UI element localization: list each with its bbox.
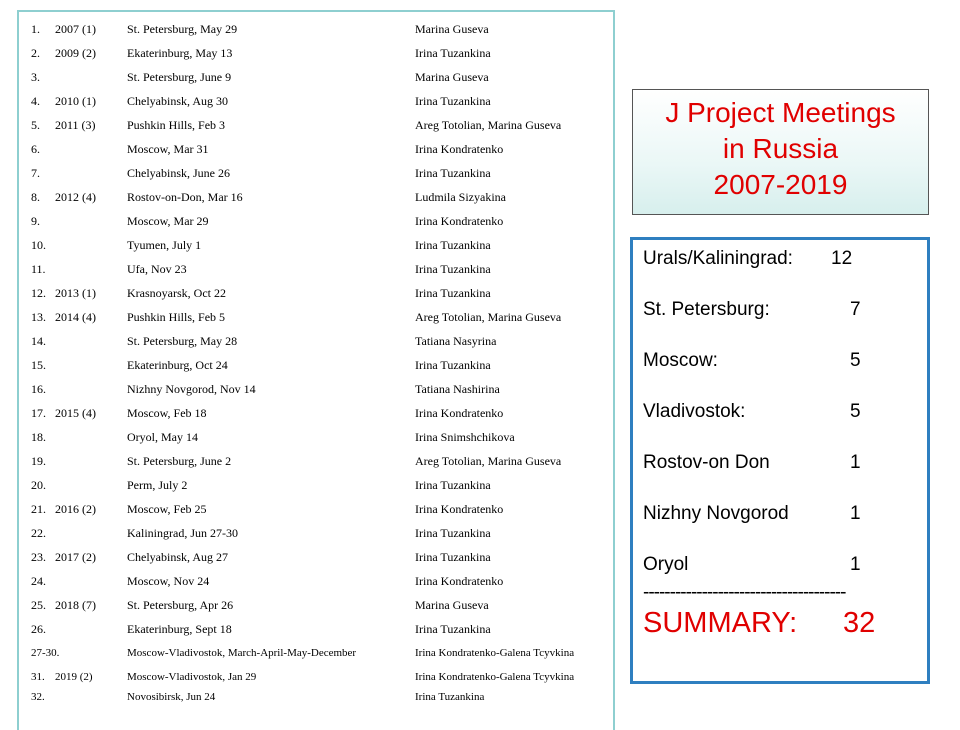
- meeting-row: [19, 65, 613, 89]
- meeting-number: 23.: [31, 550, 46, 564]
- meeting-number: 21.: [31, 502, 46, 516]
- meeting-place: Krasnoyarsk, Oct 22: [127, 286, 226, 300]
- meeting-host: Tatiana Nashirina: [415, 382, 500, 396]
- summary-row-count: 1: [850, 452, 861, 473]
- meeting-host: Irina Kondratenko-Galena Tcyvkina: [415, 647, 575, 659]
- title-line-2: in Russia: [722, 133, 839, 164]
- meeting-place: Moscow, Feb 18: [127, 406, 207, 420]
- meeting-row: [19, 569, 613, 593]
- meeting-number: 6.: [31, 142, 40, 156]
- summary-row: [643, 502, 861, 526]
- meeting-year: 2017 (2): [55, 550, 96, 564]
- meeting-host: Irina Tuzankina: [415, 286, 491, 300]
- meeting-place: Pushkin Hills, Feb 5: [127, 310, 226, 324]
- meeting-number: 13.: [31, 310, 46, 324]
- meeting-number: 31.: [31, 671, 45, 683]
- meeting-host: Ludmila Sizyakina: [415, 190, 506, 204]
- meeting-place: Tyumen, July 1: [127, 238, 202, 252]
- meeting-row: [19, 329, 613, 353]
- meeting-row: [19, 185, 613, 209]
- meeting-row: [19, 497, 613, 521]
- meeting-number: 27-30.: [31, 647, 60, 659]
- summary-row-label: Urals/Kaliningrad:: [643, 248, 793, 269]
- meeting-row: [19, 641, 613, 665]
- meeting-year: 2018 (7): [55, 598, 96, 612]
- meeting-number: 3.: [31, 70, 40, 84]
- meeting-row: [19, 593, 613, 617]
- meeting-row: [19, 377, 613, 401]
- meeting-host: Marina Guseva: [415, 598, 489, 612]
- meeting-place: Ufa, Nov 23: [127, 262, 187, 276]
- meeting-place: Rostov-on-Don, Mar 16: [127, 190, 243, 204]
- meeting-host: Areg Totolian, Marina Guseva: [415, 118, 562, 132]
- meeting-row: [19, 425, 613, 449]
- meeting-host: Irina Tuzankina: [415, 478, 491, 492]
- meeting-number: 11.: [31, 262, 46, 276]
- meeting-place: St. Petersburg, May 28: [127, 334, 238, 348]
- meeting-year: 2012 (4): [55, 190, 96, 204]
- meeting-row: [19, 17, 613, 41]
- meeting-place: Chelyabinsk, June 26: [127, 166, 230, 180]
- meeting-row: [19, 137, 613, 161]
- summary-row-count: 7: [850, 299, 861, 320]
- meeting-place: St. Petersburg, June 9: [127, 70, 232, 84]
- meeting-row: [19, 89, 613, 113]
- meeting-year: 2015 (4): [55, 406, 96, 420]
- meeting-place: Novosibirsk, Jun 24: [127, 691, 216, 703]
- meeting-row: [19, 545, 613, 569]
- summary-row-label: Rostov-on Don: [643, 452, 770, 473]
- summary-total-label: SUMMARY:: [643, 607, 798, 639]
- meeting-host: Marina Guseva: [415, 22, 489, 36]
- summary-total: [643, 605, 876, 641]
- meeting-row: [19, 617, 613, 641]
- meeting-place: Kaliningrad, Jun 27-30: [127, 526, 238, 540]
- meeting-number: 17.: [31, 406, 46, 420]
- meeting-place: Perm, July 2: [127, 478, 188, 492]
- summary-row-count: 1: [850, 503, 861, 524]
- meeting-number: 14.: [31, 334, 46, 348]
- meeting-number: 18.: [31, 430, 46, 444]
- meeting-host: Irina Tuzankina: [415, 262, 491, 276]
- summary-row: [643, 349, 861, 373]
- meeting-number: 32.: [31, 691, 45, 703]
- meeting-host: Irina Kondratenko-Galena Tcyvkina: [415, 671, 575, 683]
- summary-box: [630, 237, 930, 684]
- meeting-number: 22.: [31, 526, 46, 540]
- meeting-place: Moscow-Vladivostok, March-April-May-December: [127, 647, 357, 659]
- title-line-3: 2007-2019: [713, 169, 848, 200]
- meeting-host: Irina Tuzankina: [415, 166, 491, 180]
- meeting-host: Irina Snimshchikova: [415, 430, 515, 444]
- meeting-number: 5.: [31, 118, 40, 132]
- meeting-host: Irina Tuzankina: [415, 238, 491, 252]
- meeting-number: 24.: [31, 574, 46, 588]
- meeting-row: [19, 233, 613, 257]
- meeting-place: Ekaterinburg, May 13: [127, 46, 233, 60]
- summary-total-count: 32: [843, 607, 876, 639]
- meeting-number: 25.: [31, 598, 46, 612]
- meeting-year: 2009 (2): [55, 46, 96, 60]
- summary-row-count: 5: [850, 401, 861, 422]
- meeting-row: [19, 113, 613, 137]
- summary-divider: --------------------------------------: [643, 583, 846, 603]
- meeting-place: Moscow-Vladivostok, Jan 29: [127, 671, 257, 683]
- meeting-row: [19, 281, 613, 305]
- summary-row-count: 1: [850, 554, 861, 575]
- meeting-number: 16.: [31, 382, 46, 396]
- meeting-host: Tatiana Nasyrina: [415, 334, 497, 348]
- meeting-row: [19, 41, 613, 65]
- meeting-place: Ekaterinburg, Oct 24: [127, 358, 228, 372]
- meeting-number: 9.: [31, 214, 40, 228]
- meeting-row: [19, 449, 613, 473]
- meeting-number: 19.: [31, 454, 46, 468]
- meeting-row: [19, 161, 613, 185]
- meeting-place: Pushkin Hills, Feb 3: [127, 118, 226, 132]
- meeting-host: Irina Tuzankina: [415, 94, 491, 108]
- summary-row: [643, 553, 861, 577]
- summary-row: [643, 451, 861, 475]
- meeting-host: Irina Tuzankina: [415, 46, 491, 60]
- meeting-place: Chelyabinsk, Aug 27: [127, 550, 228, 564]
- meeting-place: Ekaterinburg, Sept 18: [127, 622, 232, 636]
- title-box: [632, 89, 929, 215]
- meeting-row: [19, 305, 613, 329]
- summary-row-label: Nizhny Novgorod: [643, 503, 789, 524]
- meeting-row: [19, 685, 613, 709]
- meeting-place: Moscow, Feb 25: [127, 502, 207, 516]
- meeting-number: 26.: [31, 622, 46, 636]
- meeting-row: [19, 353, 613, 377]
- meeting-place: Moscow, Mar 29: [127, 214, 209, 228]
- meeting-host: Irina Tuzankina: [415, 691, 485, 703]
- meeting-row: [19, 521, 613, 545]
- meeting-year: 2010 (1): [55, 94, 96, 108]
- summary-row-count: 5: [850, 350, 861, 371]
- summary-row-label: St. Petersburg:: [643, 299, 770, 320]
- meeting-row: [19, 209, 613, 233]
- meeting-place: Moscow, Nov 24: [127, 574, 210, 588]
- meeting-host: Irina Tuzankina: [415, 550, 491, 564]
- meeting-year: 2011 (3): [55, 118, 96, 132]
- meeting-number: 15.: [31, 358, 46, 372]
- summary-row: [643, 247, 853, 271]
- meeting-host: Irina Tuzankina: [415, 622, 491, 636]
- meeting-place: St. Petersburg, June 2: [127, 454, 232, 468]
- meeting-place: Chelyabinsk, Aug 30: [127, 94, 228, 108]
- meeting-place: Oryol, May 14: [127, 430, 198, 444]
- title-line-1: J Project Meetings: [665, 97, 896, 128]
- meeting-year: 2016 (2): [55, 502, 96, 516]
- meeting-year: 2014 (4): [55, 310, 96, 324]
- meeting-host: Irina Kondratenko: [415, 502, 504, 516]
- meeting-row: [19, 401, 613, 425]
- meeting-list: [17, 10, 615, 730]
- summary-row-count: 12: [831, 248, 853, 269]
- meeting-place: Nizhny Novgorod, Nov 14: [127, 382, 256, 396]
- meeting-number: 2.: [31, 46, 40, 60]
- meeting-number: 1.: [31, 22, 40, 36]
- meeting-place: Moscow, Mar 31: [127, 142, 209, 156]
- meeting-place: St. Petersburg, May 29: [127, 22, 238, 36]
- meeting-host: Marina Guseva: [415, 70, 489, 84]
- meeting-number: 12.: [31, 286, 46, 300]
- meeting-host: Irina Tuzankina: [415, 526, 491, 540]
- summary-row-label: Oryol: [643, 554, 689, 575]
- meeting-host: Irina Kondratenko: [415, 406, 504, 420]
- meeting-row: [19, 257, 613, 281]
- meeting-year: 2013 (1): [55, 286, 96, 300]
- summary-row-label: Moscow:: [643, 350, 718, 371]
- meeting-number: 4.: [31, 94, 40, 108]
- summary-row: [643, 298, 861, 322]
- meeting-host: Irina Kondratenko: [415, 142, 504, 156]
- summary-row-label: Vladivostok:: [643, 401, 746, 422]
- meeting-place: St. Petersburg, Apr 26: [127, 598, 234, 612]
- meeting-number: 20.: [31, 478, 46, 492]
- meeting-host: Areg Totolian, Marina Guseva: [415, 310, 562, 324]
- meeting-row: [19, 473, 613, 497]
- meeting-year: 2019 (2): [55, 671, 93, 683]
- meeting-number: 10.: [31, 238, 46, 252]
- meeting-host: Irina Kondratenko: [415, 214, 504, 228]
- meeting-host: Irina Kondratenko: [415, 574, 504, 588]
- meeting-number: 8.: [31, 190, 40, 204]
- summary-row: [643, 400, 861, 424]
- meeting-number: 7.: [31, 166, 40, 180]
- meeting-year: 2007 (1): [55, 22, 96, 36]
- meeting-host: Irina Tuzankina: [415, 358, 491, 372]
- meeting-host: Areg Totolian, Marina Guseva: [415, 454, 562, 468]
